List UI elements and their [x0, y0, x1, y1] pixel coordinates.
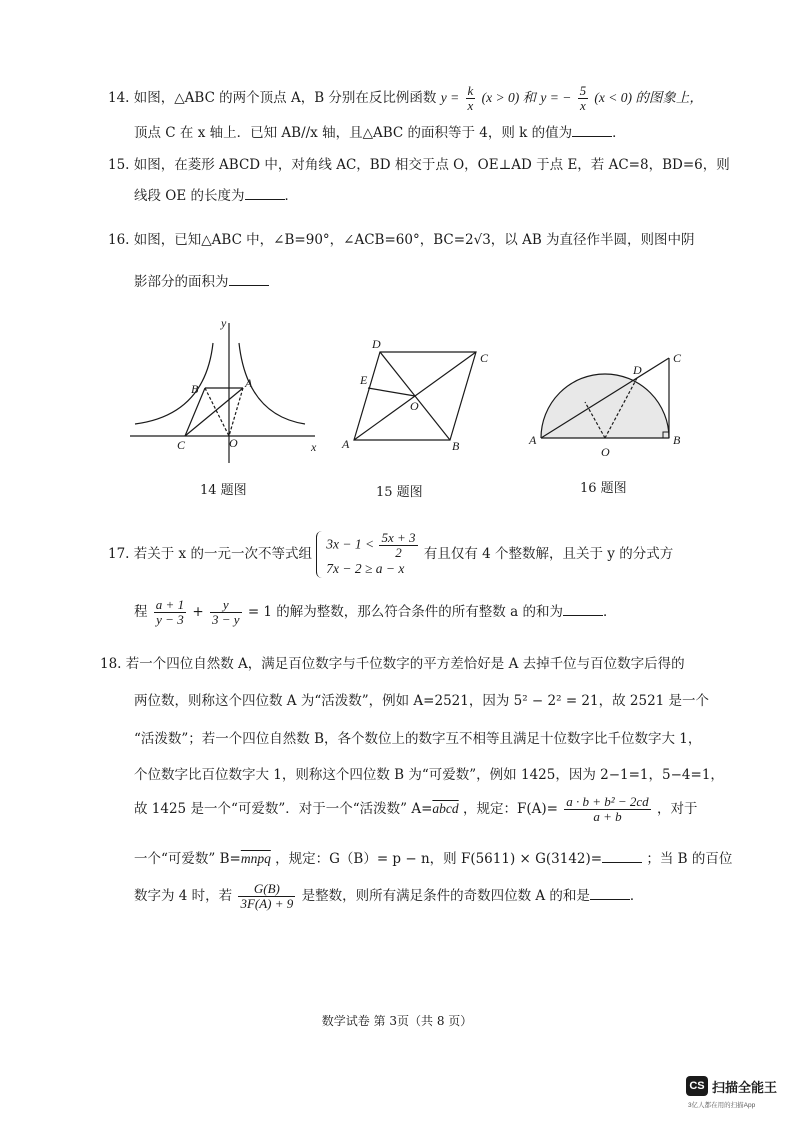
shaded-region: [541, 374, 669, 438]
overline-mnpq: mnpq: [240, 851, 271, 866]
label-d: D: [372, 337, 381, 351]
logo-tagline: 3亿人都在用的扫描App: [688, 1102, 756, 1109]
label-c: C: [177, 438, 186, 452]
q18-line1: 18. 若一个四位自然数 A，满足百位数字与千位数字的平方差恰好是 A 去掉千位与百位数字后得的: [100, 656, 685, 672]
q18-line7: 数字为 4 时，若 $\frac{G(B)}{3F(A) + 9}$ 是整数，则所有满足条件的奇数四位数 A 的和是 ．: [134, 881, 644, 911]
answer-blank: [229, 273, 269, 286]
brace: [316, 531, 325, 578]
eq-frac2: $\frac{y}{3 - y}$: [211, 597, 240, 627]
figure-14: [125, 315, 325, 465]
q14-text: 14. 如图，△ABC 的两个顶点 A，B 分别在反比例函数: [108, 90, 437, 106]
segment-bo: [205, 388, 229, 436]
q15-line1: 15. 如图，在菱形 ABCD 中，对角线 AC，BD 相交于点 O，OE⊥AD 于点 E，若 AC=8，BD=6，则: [108, 157, 730, 173]
q18-line4: 个位数字比百位数字大 1，则称这个四位数 B 为“可爱数”，例如 1425，因为 2−1=1，5−4=1，: [134, 767, 724, 783]
q18-line3: “活泼数”；若一个四位自然数 B，各个数位上的数字互不相等且满足十位数字比千位数字大 1，: [134, 731, 702, 747]
label-b: B: [673, 433, 681, 447]
label-y: y: [221, 316, 227, 330]
q14-cond2: (x < 0) 的图象上，: [594, 90, 703, 105]
label-o: O: [410, 399, 419, 413]
segment-ao: [229, 388, 243, 436]
label-a: A: [529, 433, 537, 447]
q18-line6: 一个“可爱数” B=mnpq ，规定：G（B）= p − n，则 F(5611) × G(3142)= ；当 B 的百位: [134, 851, 733, 867]
logo-name: 扫描全能王: [712, 1079, 778, 1095]
q14-line2: 顶点 C 在 x 轴上．已知 AB//x 轴，且△ABC 的面积等于 4，则 k 的值为 ．: [134, 125, 626, 141]
q18-line5: 故 1425 是一个“可爱数”．对于一个“活泼数” A=abcd ，规定：F(A)= $\frac{\text{a · b + b² − 2cd}}{a + b}$ ，对于: [134, 794, 698, 824]
f-def-frac: $\frac{\text{a · b + b² − 2cd}}{a + b}$: [566, 794, 649, 824]
label-b: B: [191, 382, 199, 396]
q14-frac2: $\frac{5}{x}$: [579, 83, 587, 113]
caption-14: 14 题图: [200, 483, 247, 498]
label-a: A: [342, 437, 350, 451]
eq-frac1: $\frac{a + 1}{y - 3}$: [155, 597, 185, 627]
curve-left: [135, 343, 213, 424]
figure-16: [525, 342, 695, 462]
answer-blank: [572, 124, 612, 137]
q15-line2: 线段 OE 的长度为 ．: [134, 188, 299, 204]
cs-logo-icon: CS: [686, 1076, 708, 1096]
label-d: D: [633, 363, 642, 377]
q16-line1: 16. 如图，已知△ABC 中，∠B=90°，∠ACB=60°，BC=2√3，以 AB 为直径作半圆，则图中阴: [108, 232, 695, 248]
q16-line2: 影部分的面积为: [134, 270, 269, 290]
label-b: B: [452, 439, 460, 453]
label-x: x: [311, 440, 317, 454]
caption-15: 15 题图: [376, 485, 423, 500]
caption-16: 16 题图: [580, 481, 627, 496]
answer-blank: [563, 603, 603, 616]
ineq-frac: $\frac{5x + 3}{2}$: [381, 530, 416, 560]
q17-line2: 程 $\frac{a + 1}{y - 3}$ + $\frac{y}{3 - y}$ = 1 的解为整数，那么符合条件的所有整数 a 的和为 ．: [134, 597, 617, 627]
overline-abcd: abcd: [432, 801, 459, 816]
label-e: E: [360, 373, 368, 387]
segment-oe: [368, 388, 415, 396]
q14-func2: y = −: [540, 90, 572, 105]
q14-frac1: $\frac{k}{x}$: [467, 83, 474, 113]
answer-blank: [245, 187, 285, 200]
q14-func1: y =: [440, 90, 460, 105]
figure-15: [340, 332, 500, 456]
label-c: C: [673, 351, 682, 365]
label-o: O: [601, 445, 610, 459]
label-a: A: [245, 376, 253, 390]
q14-cond1: (x > 0) 和: [481, 90, 537, 105]
inequality-system: 3x − 1 < $\frac{5x + 3}{2}$ 7x − 2 ≥ a − x: [316, 531, 419, 578]
q14-line1: [108, 84, 703, 113]
scanner-logo: [686, 1076, 777, 1096]
label-o: O: [229, 436, 238, 450]
q18-line2: 两位数，则称这个四位数 A 为“活泼数”，例如 A=2521，因为 5² − 2² = 21，故 2521 是一个: [134, 693, 710, 709]
answer-blank: [590, 887, 630, 900]
page-footer: 数学试卷 第 3页（共 8 页）: [321, 1014, 473, 1028]
g-ratio-frac: $\frac{G(B)}{3F(A) + 9}$: [240, 881, 294, 911]
label-c: C: [480, 351, 489, 365]
answer-blank: [602, 850, 642, 863]
q17-line1: 17. 若关于 x 的一元一次不等式组 3x − 1 < $\frac{5x + 3}{2}$ 7x − 2 ≥ a − x 有且仅有 4 个整数解，且关于 y 的分式方: [108, 530, 674, 576]
